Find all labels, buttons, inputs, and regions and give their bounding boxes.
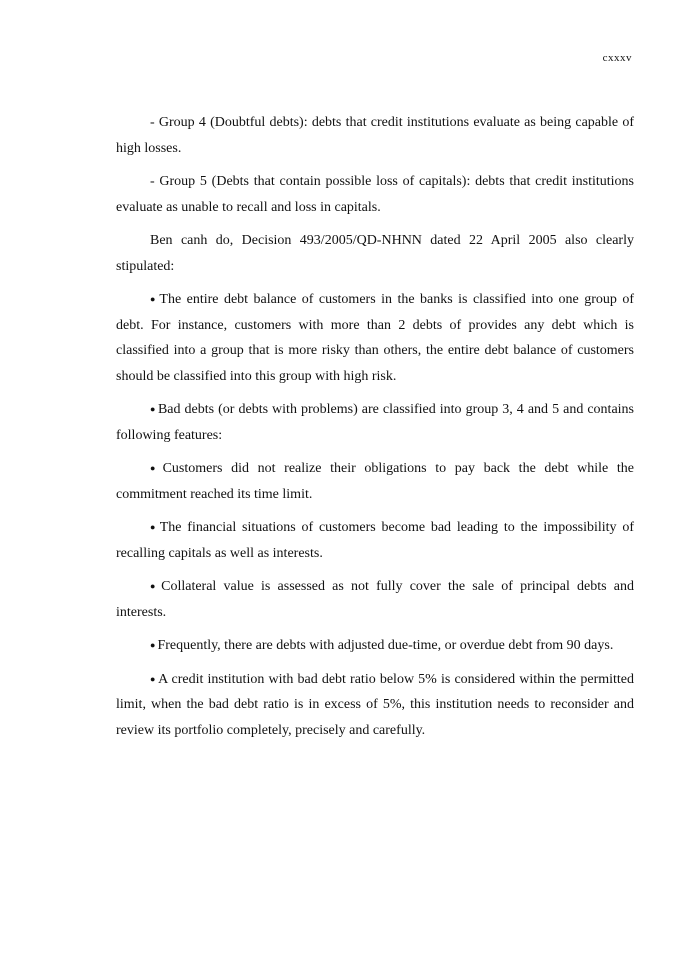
document-body [116,110,634,751]
bullet-item-financial-situation [116,515,634,566]
bullet-icon: ● [150,404,156,414]
bullet-item-obligations [116,456,634,507]
paragraph-group-4: - Group 4 (Doubtful debts): debts that credit institutions evaluate as being capable of high losses. [116,115,634,156]
bullet-icon: ● [150,640,156,650]
bullet-text: The entire debt balance of customers in the banks is classified into one group of debt. For instance, customers with more than 2 debts of provides any debt which is classified into a group that is more risky than others, the entire debt balance of customers should be classified into this group with high risk. [116,292,635,384]
bullet-text: The financial situations of customers become bad leading to the impossibility of recalling capitals as well as interests. [116,520,634,561]
bullet-item-collateral [116,574,634,625]
bullet-text: Bad debts (or debts with problems) are classified into group 3, 4 and 5 and contains following features: [116,402,634,443]
bullet-icon: ● [150,522,158,532]
bullet-text: Customers did not realize their obligations to pay back the debt while the commitment reached its time limit. [116,461,634,502]
paragraph-group-5: - Group 5 (Debts that contain possible loss of capitals): debts that credit institutions evaluate as unable to recall and loss in capitals. [116,174,634,215]
bullet-icon: ● [150,673,157,684]
bullet-item-bad-debts [116,397,634,448]
bullet-icon: ● [150,581,160,591]
bullet-text: Frequently, there are debts with adjusted due-time, or overdue debt from 90 days. [157,638,614,653]
bullet-icon: ● [150,294,158,304]
page-number: cxxxv [602,52,632,64]
bullet-item-bad-debt-ratio [116,667,634,744]
bullet-item-overdue [116,633,634,659]
paragraph-decision-intro: Ben canh do, Decision 493/2005/QD-NHNN dated 22 April 2005 also clearly stipulated: [116,233,634,274]
bullet-item-entire-balance [116,287,634,389]
bullet-text: A credit institution with bad debt ratio below 5% is considered within the permitted limit, when the bad debt ratio is in excess of 5%, this institution needs to reconsider and review its portfolio completely, precisely and carefully. [116,671,635,738]
bullet-icon: ● [150,463,161,473]
bullet-text: Collateral value is assessed as not fully cover the sale of principal debts and interests. [116,579,634,620]
